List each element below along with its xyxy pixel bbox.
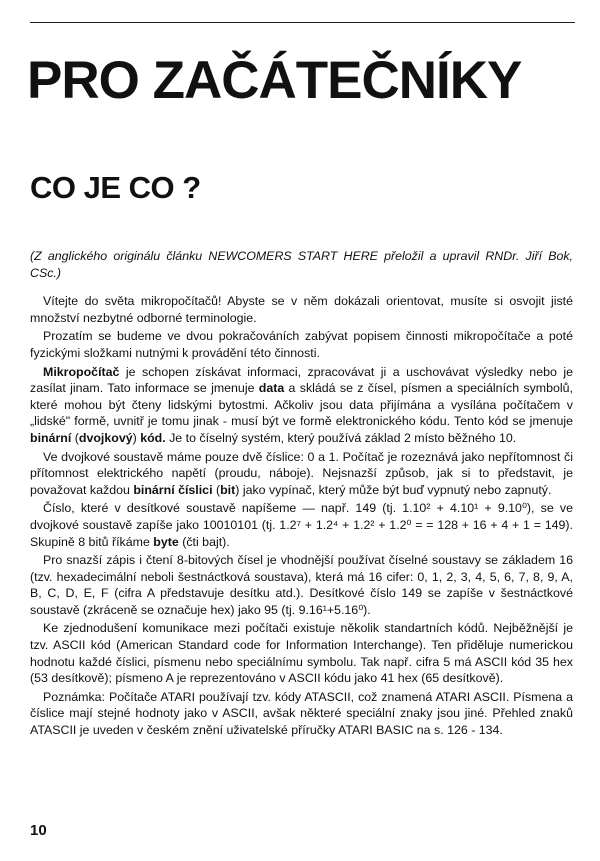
text-run: je schopen získávat informaci, zpracovávat ji a uschovávat výsledky nebo je zasílat jinam. Tato informace se jmenuje [30, 364, 573, 396]
paragraph-hexadecimal [30, 552, 573, 618]
paragraph-ascii [30, 620, 573, 686]
text-run: ) [132, 430, 141, 445]
text-run: a skládá se z čísel, písmen a speciálních symbolů, které mohou být čteny lidskými bytostmi. Ačkoliv jsou data přijímána a vysílána počítačem v „lidské" formě, uvnitř je tomu jinak - musí být ve formě elektronického kódu. Tento kód se jmenuje [30, 381, 573, 429]
paragraph-binary [30, 449, 573, 499]
text-run: ( [71, 430, 79, 445]
article-body [30, 248, 573, 741]
page-number: 10 [30, 822, 47, 839]
paragraph-atascii-note [30, 689, 573, 739]
paragraph-welcome [30, 293, 573, 326]
text-run: Ke zjednodušení komunikace mezi počítači existuje několik standartních kódů. Nejběžnější je tzv. ASCII kód (American Standard code for Information Interchange). Ten přiděluje numerickou hodnotu každé číslici, písmenu nebo speciálnímu symbolu. Tak např. cifra 5 má ASCII kód 35 hex (53 desítkově); písmeno A je reprezentováno v ASCII kódu jako 41 hex (65 desítkově). [30, 621, 573, 686]
bold-term: data [258, 381, 285, 396]
bold-term: binární [30, 430, 72, 445]
translator-credit [30, 248, 573, 281]
text-run: Prozatím se budeme ve dvou pokračováních zabývat popisem činnosti mikropočítače a poté fyzickými složkami nutnými k provádění této činnosti. [30, 329, 573, 360]
top-rule [30, 22, 575, 23]
text-run: (čti bajt). [178, 534, 230, 549]
bold-term: dvojkový [78, 430, 133, 445]
bold-term: binární číslici [133, 482, 213, 497]
text-run: ( [212, 482, 221, 497]
paragraph-number-example [30, 500, 573, 550]
text-run: Je to číselný systém, který používá základ 2 místo běžného 10. [165, 430, 517, 445]
bold-term: kód. [140, 430, 166, 445]
bold-term: byte [153, 534, 179, 549]
paragraph-intro [30, 328, 573, 361]
text-run: Poznámka: Počítače ATARI používají tzv. kódy ATASCII, což znamená ATARI ASCII. Písmena a číslice mají stejné hodnoty jako v ASCII, avšak některé speciální znaky jsou jiné. Přehled znaků ATASCII je uveden v českém znění uživatelské příručky ATARI BASIC na s. 126 - 134. [30, 689, 573, 738]
text-run: (Z anglického originálu článku NEWCOMERS START HERE přeložil a upravil RNDr. Jiří Bok, CSc.) [30, 249, 573, 280]
article-title: CO JE CO ? [30, 170, 201, 205]
paragraph-microcomputer [30, 364, 573, 447]
text-run: Vítejte do světa mikropočítačů! Abyste se v něm dokázali orientovat, musíte si osvojit jisté množství nezbytné odborné terminologie. [30, 294, 573, 325]
text-run: Ve dvojkové soustavě máme pouze dvě číslice: 0 a 1. Počítač je rozeznává jako nepřítomnost či přítomnost elektrického napětí (proudu, náboje). Nejsnazší způsob, jak si to představit, je považovat každou [30, 449, 573, 497]
text-run: ) jako vypínač, který může být buď vypnutý nebo zapnutý. [235, 482, 552, 497]
bold-term: Mikropočítač [43, 364, 120, 379]
page-title: PRO ZAČÁTEČNÍKY [27, 51, 522, 110]
text-run: Pro snazší zápis i čtení 8-bitových čísel je vhodnější používat číselné soustavy se základem 16 (tzv. hexadecimální neboli šestnáctková soustava), která má 16 cifer: 0, 1, 2, 3, 4, 5, 6, 7, 8, 9, A, B, C, D, E, F (cifra A představuje desítku atd.). Desítkové číslo 149 se zapíše v šestnáctkové soustavě (zkráceně se označuje hex) jako 95 (tj. 9.16¹+5.16⁰). [30, 553, 573, 617]
bold-term: bit [220, 482, 236, 497]
text-run: Číslo, které v desítkové soustavě napíšeme — např. 149 (tj. 1.10² + 4.10¹ + 9.10⁰), se ve dvojkové soustavě zapíše jako 10010101 (tj. 1.2⁷ + 1.2⁴ + 1.2² + 1.2⁰ = = 128 + 16 + 4 + 1 = 149). Skupině 8 bitů říkáme [30, 501, 573, 549]
